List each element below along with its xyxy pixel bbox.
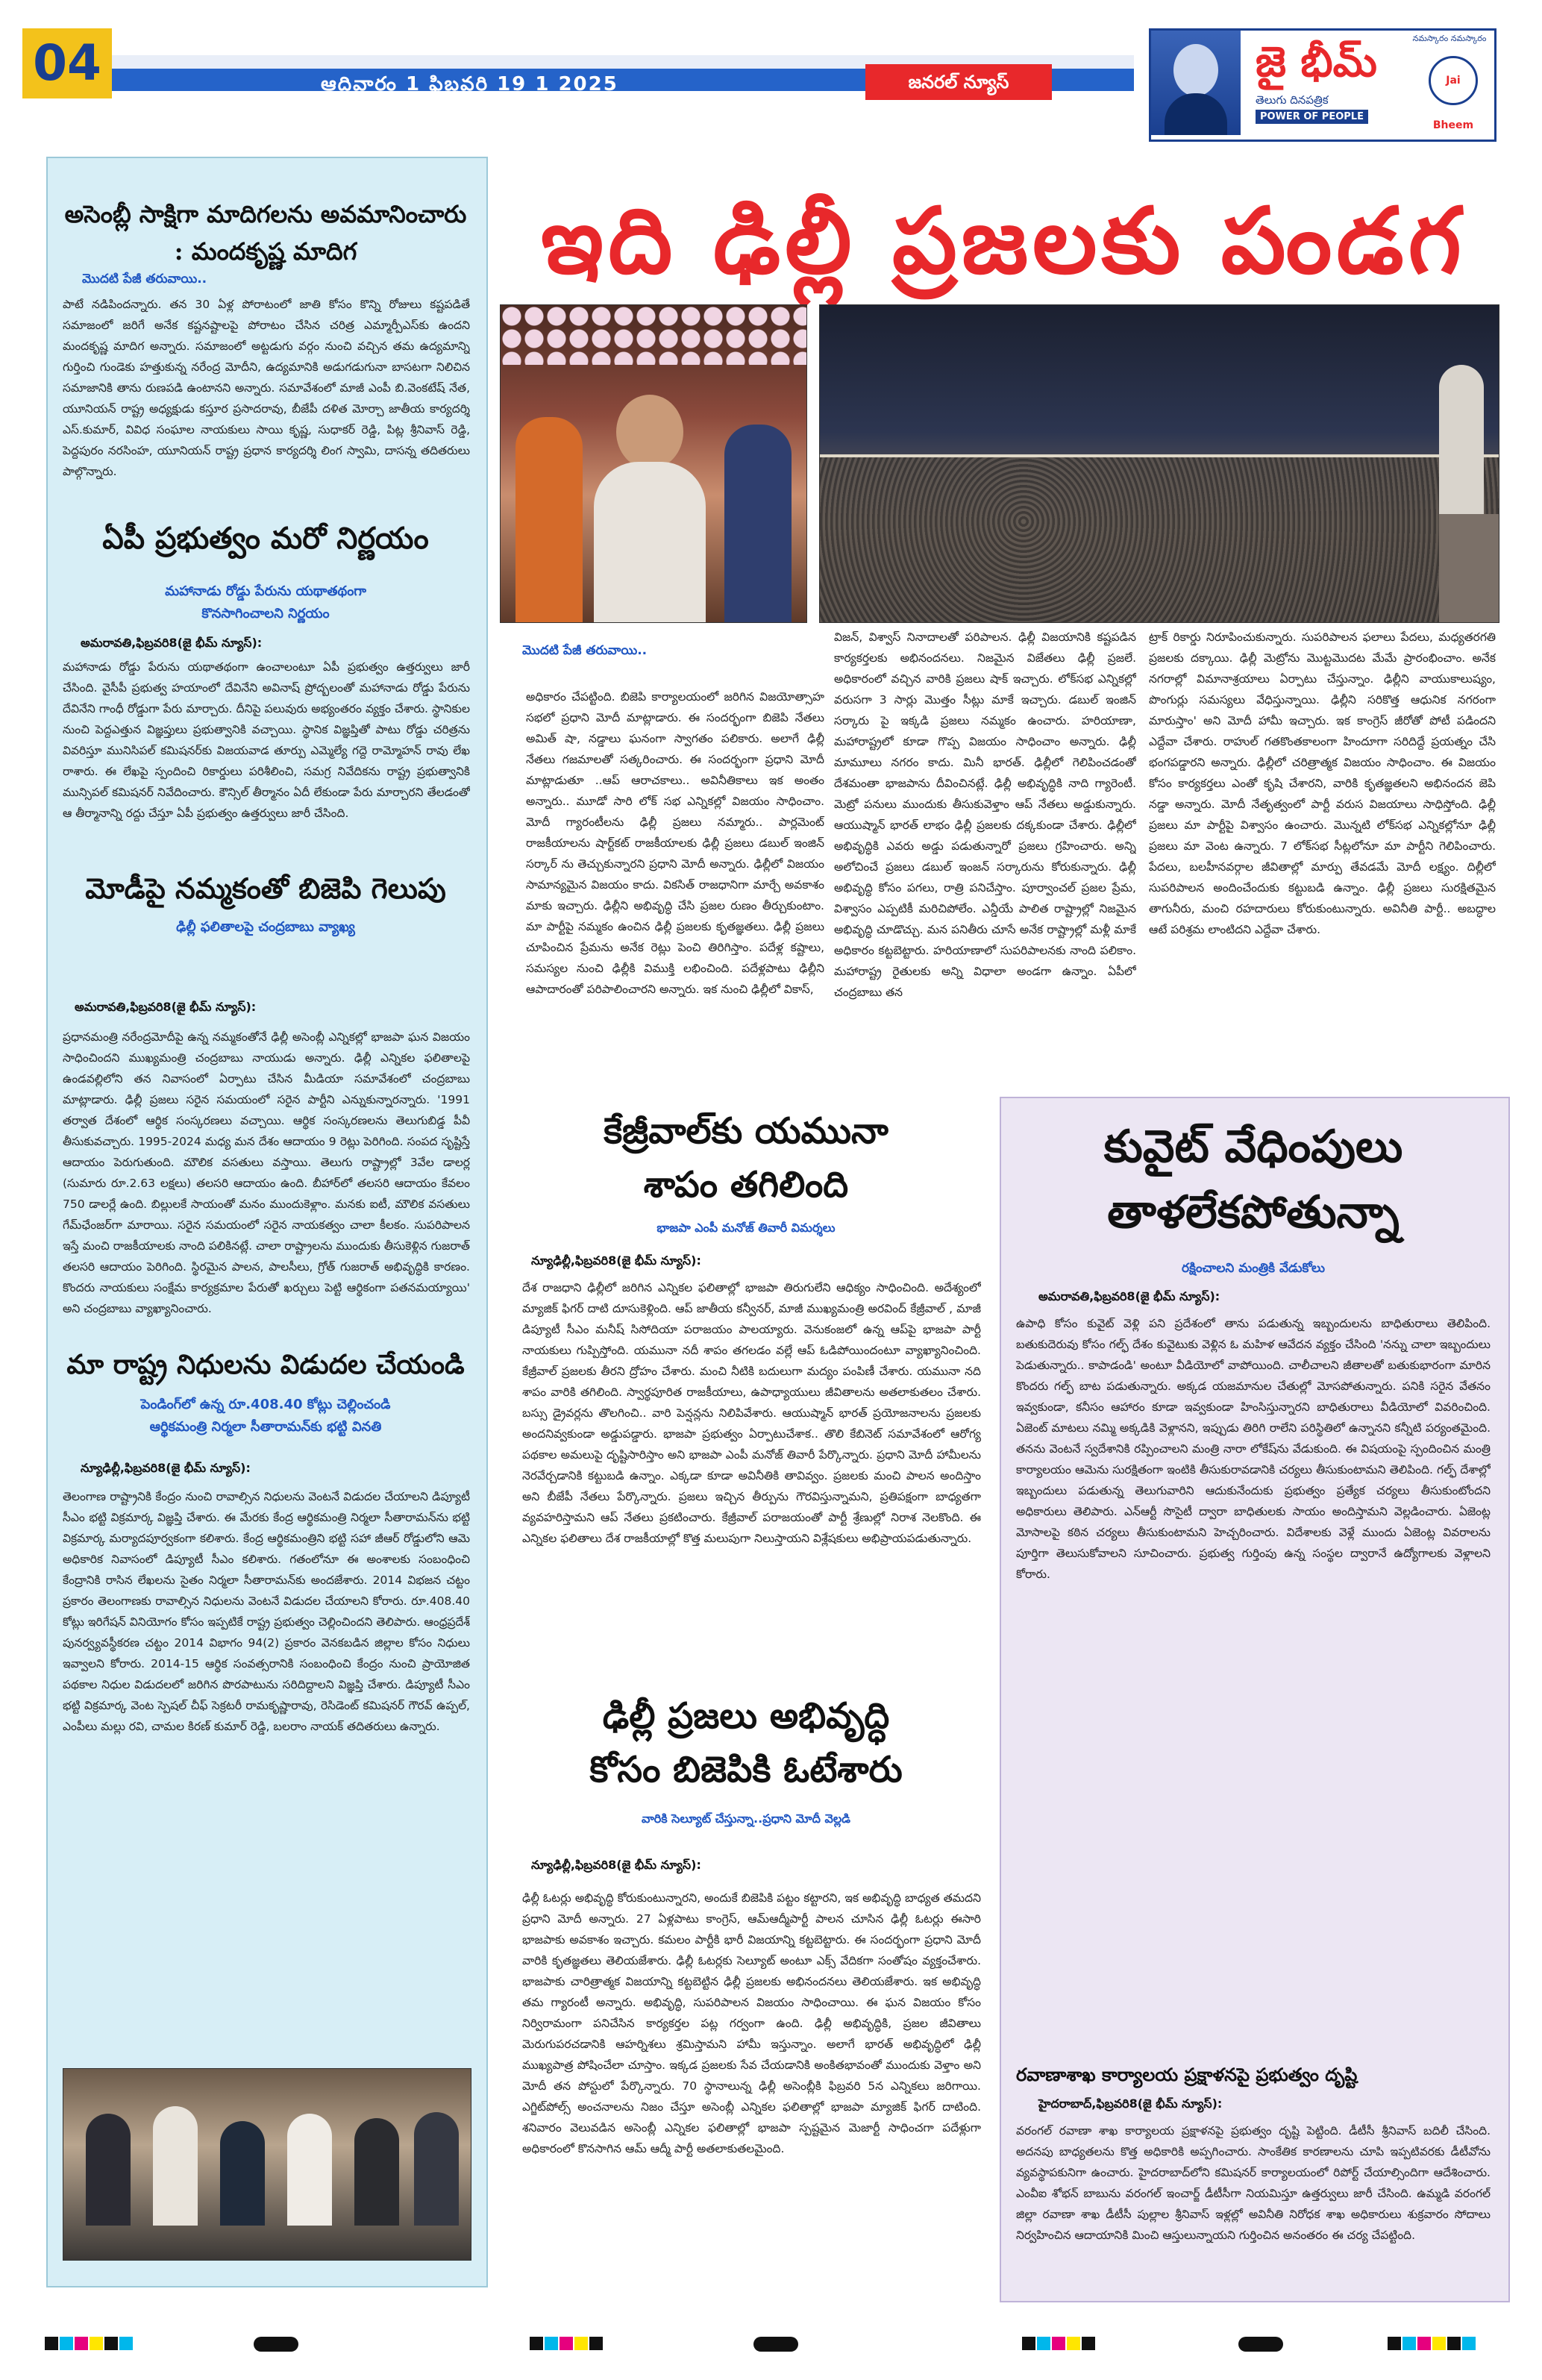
story2-headline: ఏపీ ప్రభుత్వం మరో నిర్ణయం: [102, 521, 429, 556]
yamuna-dateline: న్యూఢిల్లీ,ఫిబ్రవరి8(జై భీమ్ న్యూస్):: [531, 1253, 701, 1268]
logo-tagline-english: POWER OF PEOPLE: [1256, 110, 1368, 124]
story4-sub2: ఆర్థికమంత్రి నిర్మలా సీతారామన్‌కు భట్టి వినతి: [149, 1419, 382, 1435]
yamuna-sub: భాజపా ఎంపీ మనోజ్ తివారీ విమర్శలు: [656, 1221, 836, 1235]
page-number: 04: [22, 28, 112, 98]
logo-title: జై భీమ్: [1256, 38, 1377, 87]
color-registration-strip-3: [1022, 2337, 1097, 2353]
story4-dateline: న్యూఢిల్లీ,ఫిబ్రవరి8(జై భీమ్ న్యూస్):: [81, 1461, 251, 1475]
transport-subhead: రవాణాశాఖ కార్యాలయ ప్రక్షాళనపై ప్రభుత్వం దృష్టి: [1016, 2064, 1358, 2085]
color-registration-strip-2: [530, 2337, 604, 2353]
development-body: ఢిల్లీ ఓటర్లు అభివృద్ధి కోరుకుంటున్నారని, అందుకే బిజెపికి పట్టం కట్టారని, ఇక అభివృద్ధి బాధ్యత తమదని ప్రధాని మోదీ అన్నారు. 27 ఏళ్లపాటు కాంగ్రెస్, ఆమ్‌ఆద్మీపార్టీ పాలన చూసిన ఢిల్లీ ఓటర్లు ఈసారి భాజపాకు అవకాశం ఇచ్చారు. కమలం పార్టీకి భారీ విజయాన్ని కట్టబెట్టారు. ఈ సందర్భంగా ప్రధాని మోదీ వారికి కృతజ్ఞతలు తెలియజేశారు. ఢిల్లీ ఓటర్లకు సెల్యూట్ అంటూ ఎక్స్ వేదికగా సంతోషం వ్యక్తంచేశారు. భాజపాకు చారిత్రాత్మక విజయాన్ని కట్టబెట్టిన ఢిల్లీ ప్రజలకు అభినందనలు తెలియజేశారు. ఇక అభివృద్ధి తమ గ్యారంటీ అన్నారు. అభివృద్ధి, సుపరిపాలన విజయం సాధించాయి. ఈ ఘన విజయం కోసం నిర్విరామంగా పనిచేసిన కార్యకర్తల పట్ల గర్వంగా ఉంది. ఢిల్లీ అభివృద్ధికి, ప్రజల జీవితాలు మెరుగుపరచడానికి ఆహర్నిశలు శ్రమిస్తామని హామీ ఇస్తున్నాం. అలాగే భారత్ అభివృద్ధిలో ఢిల్లీ ముఖ్యపాత్ర పోషించేలా చూస్తాం. ఇక్కడ ప్రజలకు సేవ చేయడానికి అంకితభావంతో ముందుకు వెళ్తాం అని మోదీ తన పోస్టులో పేర్కొన్నారు. 70 స్థానాలున్న ఢిల్లీ అసెంబ్లీకి ఫిబ్రవరి 5న ఎన్నికలు జరిగాయి. ఎగ్జిట్‌పోల్స్ అంచనాలను నిజం చేస్తూ అసెంబ్లీ ఎన్నికల ఫలితాల్లో భాజపా మ్యాజిక్ ఫిగర్ దాటింది. శనివారం వెలువడిన అసెంబ్లీ ఎన్నికల ఫలితాల్లో భాజపా స్పష్టమైన మెజార్టీ సాధించగా పదేళ్లుగా అధికారంలో కొనసాగిన ఆమ్ ఆద్మీ పార్టీ అతలాకుతలమైంది.: [522, 1891, 981, 2155]
kuwait-headline-2: తాళలేకపోతున్నా: [1107, 1186, 1400, 1238]
development-headline-2: కోసం బిజెపికి ఓటేశారు: [589, 1749, 903, 1791]
story4-body: తెలంగాణ రాష్ట్రానికి కేంద్రం నుంచి రావాల్సిన నిధులను వెంటనే విడుదల చేయాలని డిప్యూటీ సీఎం భట్టి విక్రమార్క విజ్ఞప్తి చేశారు. ఈ మేరకు కేంద్ర ఆర్థికమంత్రి నిర్మలా సీతారామన్‌ను భట్టి విక్రమార్క మర్యాదపూర్వకంగా కలిశారు. కేంద్ర ఆర్థికమంత్రిని భట్టి సహా జీఆర్ రోడ్డులోని ఆమె అధికారిక నివాసంలో డిప్యూటీ సీఎం కలిశారు. గతంలోనూ ఈ అంశాలకు సంబంధించి కేంద్రానికి రాసిన లేఖలను సైతం నిర్మలా సీతారామన్‌కు అందజేశారు. 2014 విభజన చట్టం ప్రకారం తెలంగాణకు రావాల్సిన నిధులను వెంటనే విడుదల చేయాలని కోరారు. రూ.408.40 కోట్లు ఇరిగేషన్ వినియోగం కోసం ఇప్పటికే రాష్ట్ర ప్రభుత్వం చెల్లించిందని తెలిపారు. ఆంధ్రప్రదేశ్ పునర్వ్యవస్థీకరణ చట్టం 2014 విభాగం 94(2) ప్రకారం వెనకబడిన జిల్లాల కోసం నిధులు ఇవ్వాలని కోరారు. 2014-15 ఆర్థిక సంవత్సరానికి సంబంధించి కేంద్రం నుంచి ప్రాయోజిత పథకాల నిధుల విడుదలలో జరిగిన పొరపాటును సరిదిద్దాలని విజ్ఞప్తి చేశారు. డిప్యూటీ సీఎం భట్టి విక్రమార్క వెంట స్పెషల్ చీఫ్ సెక్రటరీ రామకృష్ణారావు, రెసిడెంట్ కమిషనర్ గౌరవ్ ఉప్పల్, ఎంపీలు మల్లు రవి, చామల కిరణ్ కుమార్ రెడ్డి, బలరాం నాయక్ తదితరులు ఉన్నారు.: [63, 1490, 470, 1733]
meeting-photo: [63, 2068, 471, 2261]
color-registration-strip-4: [1388, 2337, 1477, 2353]
development-sub: వారికి సెల్యూట్ చేస్తున్నా..ప్రధాని మోదీ వెల్లడి: [641, 1811, 851, 1826]
transport-body: వరంగల్ రవాణా శాఖ కార్యాలయ ప్రక్షాళనపై ప్రభుత్వం దృష్టి పెట్టింది. డీటీసీ శ్రీనివాస్ బదిలీ చేసింది. అదనపు బాధ్యతలను కొత్త అధికారికి అప్పగించారు. సాంకేతిక కారణాలను చూపి ఇప్పటివరకు డీటీవోను వ్యవస్థాపకునిగా ఉంచారు. హైదరాబాద్‌లోని కమిషనర్ కార్యాలయంలో రిపోర్ట్ చేయాల్సిందిగా ఆదేశించారు. ఎంవీఐ శోభన్ బాబును వరంగల్ ఇంచార్జ్ డీటీసీగా నియమిస్తూ ఉత్తర్వులు జారీ చేసింది. ఉమ్మడి వరంగల్ జిల్లా రవాణా శాఖ డీటీసీ పుల్లాల శ్రీనివాస్ ఇళ్లల్లో అవినీతి నిరోధక శాఖ అధికారులు శుక్రవారం సోదాలు నిర్వహించిన ఆదాయానికి మించి ఆస్తులున్నాయని గుర్తించిన అనంతరం ఈ చర్య చేపట్టింది.: [1016, 2124, 1491, 2242]
issue-date: ఆదివారం 1 ఫిబ్రవరి 19 1 2025: [321, 73, 618, 95]
registration-pill-3: [1238, 2337, 1283, 2353]
logo-badge: Jai Bheem: [1429, 56, 1478, 105]
logo-tagline: తెలుగు దినపత్రిక: [1256, 93, 1329, 107]
main-headline: ఇది ఢిల్లీ ప్రజలకు పండగ: [541, 187, 1466, 294]
main-col1: అధికారం చేపట్టింది. బిజెపి కార్యాలయంలో జరిగిన విజయోత్సాహ సభలో ప్రధాని మోదీ మాట్లాడారు. ఈ సందర్భంగా బిజెపి నేతలు అమిత్ షా, నడ్డాలు ఘనంగా స్వాగతం పలికారు. అలాగే ఢిల్లీ నేతలు గజమాలతో సత్కరించారు. ఈ సందర్భంగా ప్రధాని మోదీ మాట్లాడుతూ ..ఆప్ ఆరాచకాలు.. అవినీతికాలు ఇక అంతం అన్నారు.. మూడో సారి లోక్ సభ ఎన్నికల్లో విజయం సాధించాం. మోదీ గ్యారంటీలను ఢిల్లీ ప్రజలు నమ్మారు.. పార్లమెంట్ రాజకీయాలను షార్ట్‌కట్ రాజకీయాలకు ఢిల్లీ ప్రజలు డబుల్ ఇంజిన్ సర్కార్ ను తెచ్చుకున్నారని ప్రధాని మోదీ అన్నారు. ఢిల్లీలో విజయం సామాన్యమైన విజయం కాదు. వికసిత్ రాజధానిగా మార్చే అవకాశం మాకు ఇచ్చారు. ఢిల్లీని అభివృద్ధి చేసి ప్రజల రుణం తీర్చుకుంటాం. మా పార్టీపై నమ్మకం ఉంచిన ఢిల్లీ ప్రజలకు కృతజ్ఞతలు. ఢిల్లీ ప్రజలు చూపించిన ప్రేమను అనేక రెట్లు పెంచి తిరిగిస్తాం. పదేళ్ల కష్టాలు, సమస్యల నుంచి ఢిల్లీకి విముక్తి లభించింది. పదేళ్లపాటు ఢిల్లీని ఆపాదారంతో పరిపాలించారని అన్నారు. ఇక నుంచి ఢిల్లీలో వికాస్,: [526, 690, 824, 996]
development-headline-1: ఢిల్లీ ప్రజలు అభివృద్ధి: [602, 1695, 890, 1737]
kuwait-headline-1: కువైట్ వేధింపులు: [1103, 1121, 1403, 1173]
story2-sub2: కొనసాగించాలని నిర్ణయం: [201, 606, 330, 621]
yamuna-headline-1: కేజ్రీవాల్‌కు యమునా: [604, 1110, 888, 1152]
section-label: జనరల్ న్యూస్: [865, 64, 1052, 100]
modi-garland-photo: [500, 304, 807, 623]
development-dateline: న్యూఢిల్లీ,ఫిబ్రవరి8(జై భీమ్ న్యూస్):: [531, 1858, 701, 1872]
story3-dateline: అమరావతి,ఫిబ్రవరి8(జై భీమ్ న్యూస్):: [75, 1000, 257, 1014]
main-continued: మొదటి పేజీ తరువాయి..: [522, 643, 648, 658]
story2-dateline: అమరావతి,ఫిబ్రవరి8(జై భీమ్ న్యూస్):: [81, 636, 263, 650]
story3-headline: మోడీపై నమ్మకంతో బిజెపి గెలుపు: [85, 871, 446, 905]
story3-sub: ఢిల్లీ ఫలితాలపై చంద్రబాబు వ్యాఖ్య: [176, 919, 355, 935]
kuwait-sub: రక్షించాలని మంత్రికి వేడుకోలు: [1182, 1261, 1325, 1276]
transport-dateline: హైదరాబాద్,ఫిబ్రవరి8(జై భీమ్ న్యూస్):: [1038, 2096, 1223, 2111]
rally-crowd-photo: [819, 304, 1499, 623]
masthead-logo: [1149, 28, 1496, 142]
story1-body: పాటే నడిపిందన్నారు. తన 30 ఏళ్ల పోరాటంలో జాతి కోసం కొన్ని రోజులు కష్టపడితే సమాజంలో జరిగే అనేక కష్టనష్టాలపై పోరాటం చేసిన చరిత్ర ఎమ్మార్పీఎస్‌కు ఉందని మందకృష్ణ మాదిగ అన్నారు. సమాజంలో అట్టడుగు వర్గం నుంచి వచ్చిన తమ ఉద్యమాన్ని గుర్తించి గుండెకు హత్తుకున్న నరేంద్ర మోదీని, ఉద్యమానికి అడుగడుగునా బాసటగా నిలిచిన సమాజానికి తాను రుణపడి ఉంటానని అన్నారు. సమావేశంలో మాజీ ఎంపీ బి.వెంకటేష్ నేత, యూనియన్ రాష్ట్ర అధ్యక్షుడు కస్తూర ప్రసాదరావు, బీజేపీ దళిత మోర్చా జాతీయ కార్యదర్శి ఎస్.కుమార్, వివిధ సంఘాల నాయకులు సాయి కృష్ణ, సుధాకర్ రెడ్డి, పిట్ల శ్రీనివాస్ రెడ్డి, పెద్దపురం నరసింహ, యూనియన్ రాష్ట్ర ప్రధాన కార్యదర్శి లింగ స్వామి, దాసన్న తదితరులు పాల్గొన్నారు.: [63, 298, 470, 478]
yamuna-body: దేశ రాజధాని ఢిల్లీలో జరిగిన ఎన్నికల ఫలితాల్లో భాజపా తిరుగులేని ఆధిక్యం సాధించింది. అదేశ్యంలో మ్యాజిక్ ఫిగర్ దాటి దూసుకెళ్లింది. ఆప్ జాతీయ కన్వీనర్, మాజీ ముఖ్యమంత్రి అరవింద్ కేజ్రీవాల్ , మాజీ డిప్యూటీ సీఎం మనీష్ సిసోదియా పరాజయం పాలయ్యారు. వెనుకంజలో ఉన్న ఆప్‌పై భాజపా పార్టీ నాయకులు గుప్పిస్తోంది. యమునా నదీ శాపం తగలడం వల్లే ఆప్ ఓడిపోయిందంటూ వ్యాఖ్యానించింది. కేజ్రీవాల్ ప్రజలకు తీరని ద్రోహం చేశారు. మంచి నీటికి బదులుగా మద్యం పంపిణీ చేశారు. యమునా నది శాపం వారికి తగిలింది. స్వార్థపూరిత రాజకీయాలు, ఉపాధ్యాయులు జీవితాలను అతలాకుతలం చేశారు. బస్సు డ్రైవర్లను తొలగించి.. వారి పెన్షన్లను నిలిపివేశారు. ఆయుష్మాన్ భారత్ ప్రయోజనాలను ప్రజలకు అందనివ్వకుండా అడ్డుపడ్డారు. భాజపా ప్రభుత్వం ఏర్పాటుచేశాక.. తొలి కేబినెట్ సమావేశంలో ఆరోగ్య పథకాల అమలుపై దృష్టిసారిస్తాం అని భాజపా ఎంపీ మనోజ్ తివారీ పేర్కొన్నారు. ప్రధాని మోదీ హామీలను నెరవేర్చడానికి కట్టుబడి ఉన్నాం. ఎక్కడా కూడా అవినీతికి తావివ్వం. ప్రజలకు మంచి పాలన అందిస్తాం అని బీజేపీ నేతలు పేర్కొన్నారు. ప్రజలు ఇచ్చిన తీర్పును గౌరవిస్తున్నామని, ప్రతిపక్షంగా బాధ్యతగా వ్యవహరిస్తామని ఆప్ నేతలు ప్రకటించారు. కేజ్రీవాల్ పరాజయంతో పార్టీ శ్రేణుల్లో నిరాశ నెలకొంది. ఈ ఎన్నికల ఫలితాలు దేశ రాజకీయాల్లో కొత్త మలుపుగా నిలుస్తాయని విశ్లేషకులు అభిప్రాయపడుతున్నారు.: [522, 1281, 981, 1545]
color-registration-strip-1: [45, 2337, 134, 2353]
story2-sub1: మహానాడు రోడ్డు పేరును యథాతథంగా: [165, 583, 366, 599]
story2-body: మహానాడు రోడ్డు పేరును యథాతథంగా ఉంచాలంటూ ఏపీ ప్రభుత్వం ఉత్తర్వులు జారీ చేసింది. వైసీపీ ప్రభుత్వ హయాంలో దేవినేని అవినాష్ ప్రోద్బలంతో మహానాడు రోడ్డు పేరును దేవినేని గాంధీ రోడ్డుగా పేరు మార్చారు. దీనిపై పలువురు అభ్యంతరం వ్యక్తం చేశారు. స్థానికుల నుంచి పెద్దఎత్తున విజ్ఞప్తులు ప్రభుత్వానికి వచ్చాయి. స్థానిక విజ్ఞప్తితో పాటు రోడ్డు చరిత్రను వివరిస్తూ మునిసిపల్ కమిషనర్‌కు విజయవాడ తూర్పు ఎమ్మెల్యే గద్దె రామ్మోహన్ రావు లేఖ రాశారు. ఈ లేఖపై స్పందించి రికార్డులు పరిశీలించి, సమగ్ర నివేదికను రాష్ట్ర ప్రభుత్వానికి మున్సిపల్ కమిషనర్ నివేదించారు. కౌన్సిల్ తీర్మానం ఏదీ లేకుండా పేరు మార్చారని తేలడంతో ఆ తీర్మానాన్ని రద్దు చేస్తూ ఏపీ ప్రభుత్వం ఉత్తర్వులు జారీ చేసింది.: [63, 660, 470, 820]
ambedkar-portrait: [1151, 31, 1241, 135]
yamuna-headline-2: శాపం తగిలింది: [643, 1164, 849, 1206]
registration-pill-2: [753, 2337, 798, 2353]
story4-headline: మా రాష్ట్ర నిధులను విడుదల చేయండి: [66, 1349, 465, 1380]
main-col3: ట్రాక్ రికార్డు నిరూపించుకున్నారు. సుపరిపాలన ఫలాలు పేదలు, మధ్యతరగతి ప్రజలకు దక్కాయి. ఢిల్లీ మెట్రోను మొట్టమొదట మేమే ప్రారంభించాం. అనేక నగరాల్లో విమానాశ్రయాలు ఏర్పాటు చేస్తున్నాం. ఢిల్లీని వాయుకాలుష్యం, పొంగుర్లు సమస్యలు వేధిస్తున్నాయి. ఢిల్లీని సరికొత్త ఆధునిక నగరంగా మారుస్తాం' అని మోదీ హామీ ఇచ్చారు. ఇక కాంగ్రెస్ జీరోతో పోటీ పడిందని ఎద్దేవా చేశారు. రాహుల్ గతకొంతకాలంగా హిందూగా సరిదిద్దే ప్రయత్నం చేసి భంగపడ్డారని అన్నారు. ఢిల్లీలో చరిత్రాత్మక విజయం సాధించాం. ఈ విజయం కోసం కార్యకర్తలు ఎంతో కృషి చేశారని, వారికి కృతజ్ఞతలని అభినందన జెపి నడ్డా అన్నారు. మోదీ నేతృత్వంలో పార్టీ వరుస విజయాలు సాధిస్తోంది. ఢిల్లీ ప్రజలు మా పార్టీపై విశ్వాసం ఉంచారు. మొన్నటి లోక్‌సభ ఎన్నికల్లోనూ ఢిల్లీ ప్రజలు మా వెంట ఉన్నారు. 7 లోక్‌సభ సీట్లలోనూ మా పార్టీని గెలిపించారు. పేదలు, బలహీనవర్గాల జీవితాల్లో మార్పు తేవడమే మోదీ లక్ష్యం. దిల్లీలో సుపరిపాలన అందించేందుకు కట్టుబడి ఉన్నాం. ఢిల్లీ ప్రజలు సురక్షితమైన తాగునీరు, మంచి రహదారులు కోరుకుంటున్నారు. అవినీతి పార్టీ.. అబద్ధాల ఆటే పరిశ్రమ లాంటిదని ఎద్దేవా చేశారు.: [1149, 630, 1496, 936]
logo-right-text: నమస్కారం నమస్కారం: [1412, 34, 1487, 43]
kuwait-dateline: అమరావతి,ఫిబ్రవరి8(జై భీమ్ న్యూస్):: [1038, 1289, 1220, 1303]
story1-continued: మొదటి పేజీ తరువాయి..: [82, 272, 207, 286]
story1-headline: అసెంబ్లీ సాక్షిగా మాదిగలను అవమానించారు : మందకృష్ణ మాదిగ: [64, 200, 467, 266]
registration-pill-1: [254, 2337, 298, 2353]
story4-sub1: పెండింగ్‌లో ఉన్న రూ.408.40 కోట్లు చెల్లించండి: [140, 1397, 391, 1412]
kuwait-body: ఉపాధి కోసం కువైట్ వెళ్లి పని ప్రదేశంలో తాను పడుతున్న ఇబ్బందులను బాధితురాలు తెలిపింది. బతుకుదెరువు కోసం గల్ఫ్ దేశం కువైటుకు వెళ్లిన ఓ మహిళ ఆవేదన వ్యక్తం చేసింది 'నన్ను చాలా ఇబ్బందులు పెడుతున్నారు.. కాపాడండి' అంటూ వీడియోలో వాపోయింది. చాలీచాలని జీతాలతో బతుకుభారంగా మారిన కొందరు గల్ఫ్ బాట పడుతున్నారు. అక్కడ యజమానుల చేతుల్లో మోసపోతున్నారు. పనికి సరైన వేతనం ఇవ్వకుండా, కనీసం ఆహారం కూడా ఇవ్వకుండా హింసిస్తున్నారని బాధితురాలు వీడియోలో వివరించింది. ఏజెంట్ మాటలు నమ్మి అక్కడికి వెళ్లానని, ఇప్పుడు తిరిగి రాలేని పరిస్థితిలో ఉన్నానని కన్నీటి పర్యంతమైంది. తనను వెంటనే స్వదేశానికి రప్పించాలని మంత్రి నారా లోకేష్‌ను వేడుకుంది. ఈ విషయంపై స్పందించిన మంత్రి కార్యాలయం ఆమెను సురక్షితంగా ఇంటికి తీసుకురావడానికి చర్యలు తీసుకుంటామని తెలిపింది. గల్ఫ్ దేశాల్లో ఇబ్బందులు పడుతున్న తెలుగువారిని ఆదుకునేందుకు ప్రభుత్వం ప్రత్యేక చర్యలు తీసుకుంటోందని అధికారులు తెలిపారు. ఎన్ఆర్టీ సొసైటీ ద్వారా బాధితులకు సాయం అందిస్తామని వెల్లడించారు. ఏజెంట్ల మోసాలపై కఠిన చర్యలు తీసుకుంటామని హెచ్చరించారు. విదేశాలకు వెళ్లే ముందు ఏజెంట్ల వివరాలను పూర్తిగా తెలుసుకోవాలని సూచించారు. ప్రభుత్వ గుర్తింపు ఉన్న సంస్థల ద్వారానే ఉద్యోగాలకు వెళ్లాలని కోరారు.: [1016, 1317, 1491, 1581]
main-col2: విజన్, విశ్వాస్ నినాదాలతో పరిపాలన. ఢిల్లీ విజయానికి కష్టపడిన కార్యకర్తలకు అభినందనలు. నిజమైన విజేతలు ఢిల్లీ ప్రజలే. అధికారంలో వచ్చిన వారికి ప్రజలు షాక్ ఇచ్చారు. లోక్‌సభ ఎన్నికల్లో వరుసగా 3 సార్లు మొత్తం సీట్లు మాకే ఇచ్చారు. డబుల్ ఇంజిన్ సర్కారు పై ఇక్కడి ప్రజలు నమ్మకం ఉంచారు. హరియాణా, మహారాష్ట్రలో కూడా గొప్ప విజయం సాధించాం అన్నారు. ఢిల్లీ మామూలు నగరం కాదు. మినీ భారత్. ఢిల్లీలో గెలిపించడంతో దేశమంతా భాజపాను దీవించినట్లే. ఢిల్లీ అభివృద్ధికి నాది గ్యారెంటీ. మెట్రో పనులు ముందుకు తీసుకువెళ్తాం ఆప్ నేతలు అడ్డుకున్నారు. ఆయుష్మాన్ భారత్ లాభం ఢిల్లీ ప్రజలకు దక్కకుండా చేశారు. ఢిల్లీలో అభివృద్ధికి ఎవరు అడ్డు పడుతున్నారో ప్రజలు గ్రహించారు. అన్ని అలోచించే ప్రజలు డబుల్ ఇంజన్ సర్కారును కోరుకున్నారు. ఢిల్లీ అభివృద్ధి కోసం పగలు, రాత్రి పనిచేస్తాం. పూర్వాంచల్ ప్రజల ప్రేమ, విశ్వాసం ఎప్పటికీ మరిచిపోలేం. ఎన్డీయే పాలిత రాష్ట్రాల్లో నిజమైన అభివృద్ధి చూడొచ్చు. మన పనితీరు చూసే అనేక రాష్ట్రాల్లో మళ్లీ మాకే అధికారం కట్టబెట్టారు. హరియాణాలో సుపరిపాలనకు నాంది పలికాం. మహారాష్ట్ర రైతులకు అన్ని విధాలా అండగా ఉన్నాం. ఏపీలో చంద్రబాబు తన: [834, 630, 1136, 999]
story3-body: ప్రధానమంత్రి నరేంద్రమోదీపై ఉన్న నమ్మకంతోనే ఢిల్లీ అసెంబ్లీ ఎన్నికల్లో భాజపా ఘన విజయం సాధించిందని ముఖ్యమంత్రి చంద్రబాబు నాయుడు అన్నారు. ఢిల్లీ ఎన్నికల ఫలితాలపై ఉండవల్లిలోని తన నివాసంలో ఏర్పాటు చేసిన మీడియా సమావేశంలో చంద్రబాబు మాట్లాడారు. ఢిల్లీ ప్రజలు సరైన సమయంలో సరైన పార్టీని ఎన్నుకున్నారన్నారు. '1991 తర్వాత దేశంలో ఆర్థిక సంస్కరణలు వచ్చాయి. ఆర్థిక సంస్కరణలను తెలుగుబిడ్డ పీవీ తీసుకువచ్చారు. 1995-2024 మధ్య మన దేశం ఆదాయం 9 రెట్లు పెరిగింది. సంపద సృష్టిస్తే ఆదాయం పెరుగుతుంది. మౌలిక వసతులు వస్తాయి. తెలుగు రాష్ట్రాల్లో 3వేల డాలర్ల (సుమారు రూ.2.63 లక్షలు) తలసరి ఆదాయం ఉంది. బీహార్‌లో తలసరి ఆదాయం కేవలం 750 డాలర్లే ఉంది. బిల్లులకే సాయంతో మనం ముందుకెళ్లాం. మనకు ఐటీ, మౌలిక వసతులు గేమ్‌ఛేంజర్‌గా మారాయి. సరైన సమయంలో సరైన నాయకత్వం చాలా కీలకం. సుపరిపాలన ఇస్తే మంచి రాజకీయాలకు నాంది పలికినట్లే. చాలా రాష్ట్రాలను ముందుకు తీసుకెళ్లిన గుజరాత్ తలసరి ఆదాయం పెరిగింది. స్థిరమైన పాలన, పాలసీలు, గ్రోత్ గుజరాత్ అభివృద్ధికి కారణం. కొందరు నాయకులు సంక్షేమ కార్యక్రమాల పేరుతో ఖర్చులు పెట్టి ఆర్థికంగా పతనమయ్యాయి' అని చంద్రబాబు వ్యాఖ్యానించారు.: [63, 1030, 470, 1315]
